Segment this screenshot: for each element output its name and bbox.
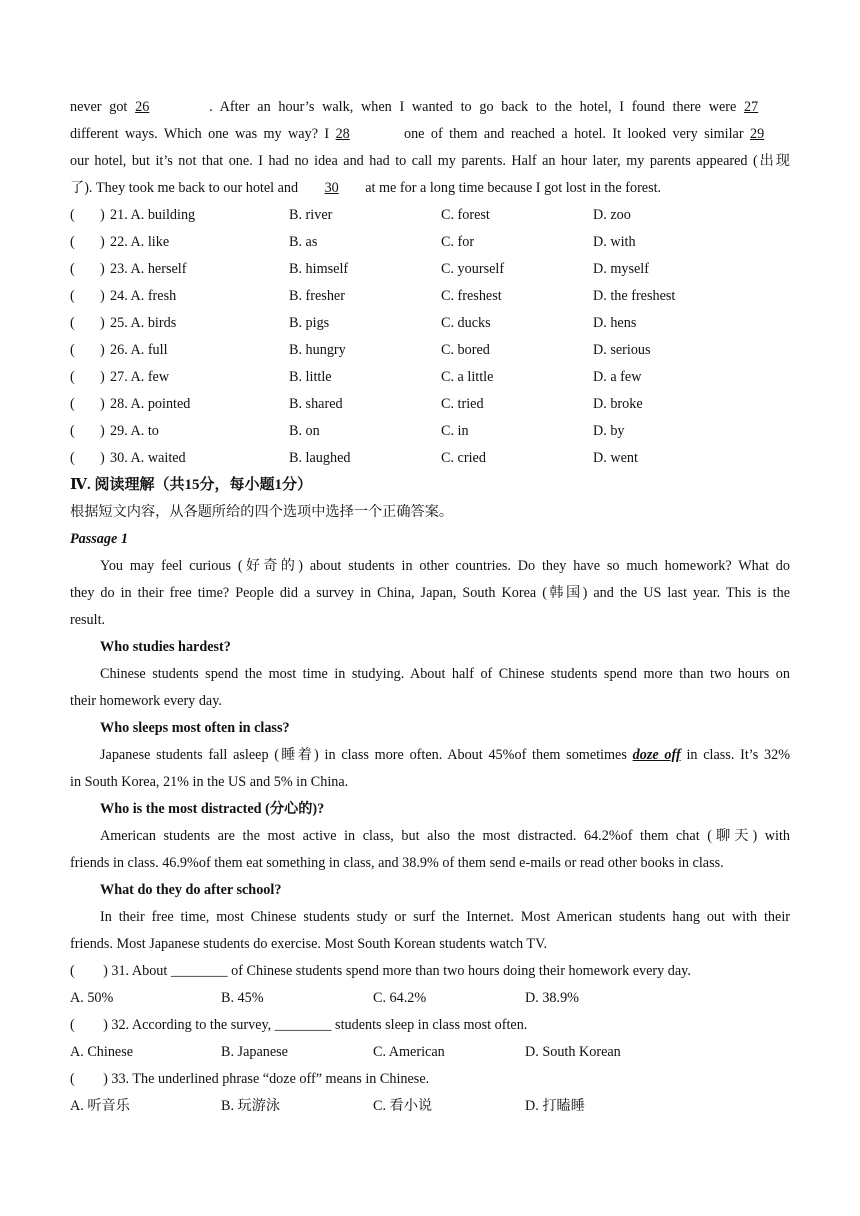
passage-heading: Who is the most distracted (分心的)? — [100, 801, 325, 817]
passage-intro-line: You may feel curious (好奇的) about students in other countries. Do they have so much homework? What do — [100, 558, 790, 574]
cloze-line-3: our hotel, but it’s not that one. I had no idea and had to call my parents. Half an hour later, my parents appeared (出现 — [70, 153, 790, 169]
passage-paragraph-line: Japanese students fall asleep (睡着) in class more often. About 45%of them sometimes doze off in class. It’s 32% — [100, 747, 791, 763]
question-stem: ( ) 33. The underlined phrase “doze off” means in Chinese. — [70, 1071, 430, 1087]
passage-heading: Who studies hardest? — [100, 639, 231, 655]
cloze-line-4: 了). They took me back to our hotel and 30 at me for a long time because I got lost in the forest. — [70, 175, 790, 202]
blank-29: 29 — [750, 126, 765, 142]
cloze-option-row: ( ) 25. A. birds B. pigs C. ducks D. hens — [70, 315, 637, 331]
underlined-phrase: doze off — [632, 747, 681, 763]
passage-label: Passage 1 — [70, 531, 128, 547]
cloze-option-row: ( ) 29. A. to B. on C. in D. by — [70, 423, 625, 439]
cloze-option-row: ( ) 28. A. pointed B. shared C. tried D. broke — [70, 396, 643, 412]
cloze-option-row: ( ) 24. A. fresh B. fresher C. freshest D. the freshest — [70, 288, 676, 304]
cloze-line-2: different ways. Which one was my way? I 28 one of them and reached a hotel. It looked very similar 29 — [70, 121, 790, 148]
cloze-options — [70, 202, 790, 472]
question-options: A. Chinese B. Japanese C. American D. South Korean — [70, 1044, 621, 1060]
question-options: A. 50% B. 45% C. 64.2% D. 38.9% — [70, 990, 579, 1006]
cloze-option-row: ( ) 23. A. herself B. himself C. yourself D. myself — [70, 261, 649, 277]
cloze-line-1: never got 26 . After an hour’s walk, when I wanted to go back to the hotel, I found there were 27 — [70, 94, 790, 121]
cloze-option-row: ( ) 30. A. waited B. laughed C. cried D. went — [70, 450, 638, 466]
blank-30: 30 — [324, 180, 339, 196]
cloze-option-row: ( ) 26. A. full B. hungry C. bored D. serious — [70, 342, 651, 358]
passage-paragraph-line: Chinese students spend the most time in studying. About half of Chinese students spend more than two hours on — [100, 666, 790, 682]
cloze-option-row: ( ) 22. A. like B. as C. for D. with — [70, 234, 636, 250]
passage-paragraph-line: friends. Most Japanese students do exercise. Most South Korean students watch TV. — [70, 936, 548, 952]
passage-heading: Who sleeps most often in class? — [100, 720, 290, 736]
passage-paragraph-line: In their free time, most Chinese students study or surf the Internet. Most American students hang out with their — [100, 909, 790, 925]
passage-paragraph-line: friends in class. 46.9%of them eat something in class, and 38.9% of them send e-mails or read other books in class. — [70, 855, 724, 871]
question-options: A. 听音乐 B. 玩游泳 C. 看小说 D. 打瞌睡 — [70, 1098, 585, 1114]
passage-paragraph-line: in South Korea, 21% in the US and 5% in China. — [70, 774, 349, 790]
document-page — [70, 94, 790, 1120]
section-instruction: 根据短文内容，从各题所给的四个选项中选择一个正确答案。 — [70, 504, 454, 520]
passage-paragraph-line: American students are the most active in class, but also the most distracted. 64.2%of them chat (聊天) with — [100, 828, 790, 844]
passage-paragraph-line: their homework every day. — [70, 693, 222, 709]
cloze-option-row: ( ) 27. A. few B. little C. a little D. a few — [70, 369, 642, 385]
question-stem: ( ) 32. According to the survey, ________ students sleep in class most often. — [70, 1017, 528, 1033]
cloze-option-row: ( ) 21. A. building B. river C. forest D. zoo — [70, 207, 631, 223]
passage-intro-line: they do in their free time? People did a survey in China, Japan, South Korea (韩国) and the US last year. This is the — [70, 585, 790, 601]
blank-28: 28 — [335, 126, 350, 142]
question-stem: ( ) 31. About ________ of Chinese students spend more than two hours doing their homework every day. — [70, 963, 691, 979]
passage-intro-line: result. — [70, 612, 106, 628]
blank-26: 26 — [135, 99, 150, 115]
blank-27: 27 — [744, 99, 759, 115]
passage-heading: What do they do after school? — [100, 882, 282, 898]
section-title: Ⅳ. 阅读理解（共15分，每小题1分） — [70, 477, 313, 493]
